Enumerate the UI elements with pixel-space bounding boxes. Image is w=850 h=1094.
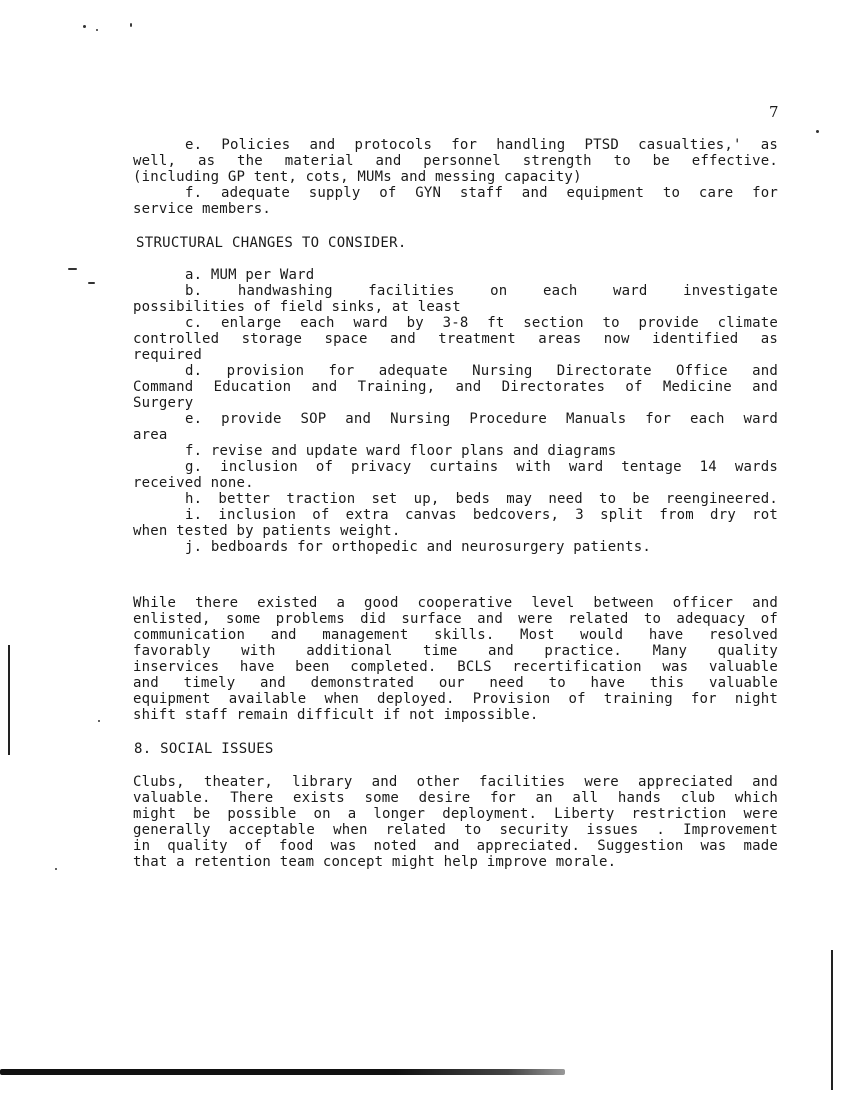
list-item: i. inclusion of extra canvas bedcovers, 3 split from dry rot [185,507,778,523]
list-item: j. bedboards for orthopedic and neurosurgery patients. [185,539,651,555]
text-line: might be possible on a longer deployment. Liberty restriction were [133,806,778,822]
margin-line-left [8,645,10,755]
text-line: enlisted, some problems did surface and were related to adequacy of [133,611,778,627]
text-line: service members. [133,201,272,217]
list-item: controlled storage space and treatment areas now identified as [133,331,778,347]
section-heading-structural: STRUCTURAL CHANGES TO CONSIDER. [136,235,407,251]
list-item: d. provision for adequate Nursing Directorate Office and [185,363,778,379]
section-heading-social-issues: 8. SOCIAL ISSUES [134,741,274,757]
text-line: f. adequate supply of GYN staff and equipment to care for [185,185,778,201]
text-line: Clubs, theater, library and other facilities were appreciated and [133,774,778,790]
list-item: h. better traction set up, beds may need to be reengineered. [185,491,778,507]
text-line: valuable. There exists some desire for an all hands club which [133,790,778,806]
text-line: favorably with additional time and practice. Many quality [133,643,778,659]
list-item: when tested by patients weight. [133,523,401,539]
text-line: inservices have been completed. BCLS recertification was valuable [133,659,778,675]
scan-speck [83,25,86,28]
ward-items-block [133,137,778,217]
text-line: While there existed a good cooperative level between officer and [133,595,778,611]
list-item: c. enlarge each ward by 3-8 ft section to provide climate [185,315,778,331]
list-item: f. revise and update ward floor plans and diagrams [185,443,617,459]
list-item: area [133,427,168,443]
text-line: e. Policies and protocols for handling PTSD casualties,' as [185,137,778,153]
scan-speck [55,868,57,870]
text-line: generally acceptable when related to security issues . Improvement [133,822,778,838]
text-line: equipment available when deployed. Provision of training for night [133,691,778,707]
list-item: required [133,347,203,363]
scan-speck [130,23,132,27]
page-number: 7 [769,103,779,121]
paragraph-social [133,774,778,870]
text-line: well, as the material and personnel strength to be effective. [133,153,778,169]
list-item: a. MUM per Ward [185,267,315,283]
margin-line-right [831,950,833,1090]
list-item: g. inclusion of privacy curtains with ward tentage 14 wards [185,459,778,475]
text-line: and timely and demonstrated our need to have this valuable [133,675,778,691]
list-item: e. provide SOP and Nursing Procedure Manuals for each ward [185,411,778,427]
bottom-rule [0,1069,565,1075]
scan-speck [816,130,819,133]
scan-speck [96,29,98,31]
text-line: shift staff remain difficult if not impossible. [133,707,539,723]
scan-speck [98,720,100,722]
text-line: (including GP tent, cots, MUMs and messing capacity) [133,169,582,185]
scan-speck [88,282,95,284]
text-line: that a retention team concept might help improve morale. [133,854,617,870]
structural-changes-list [133,267,778,555]
text-line: in quality of food was noted and appreciated. Suggestion was made [133,838,778,854]
text-line: communication and management skills. Most would have resolved [133,627,778,643]
list-item: Command Education and Training, and Directorates of Medicine and [133,379,778,395]
paragraph-cooperation [133,595,778,723]
scan-speck [68,268,77,270]
list-item: received none. [133,475,254,491]
list-item: possibilities of field sinks, at least [133,299,461,315]
list-item: b. handwashing facilities on each ward investigate [185,283,778,299]
list-item: Surgery [133,395,194,411]
